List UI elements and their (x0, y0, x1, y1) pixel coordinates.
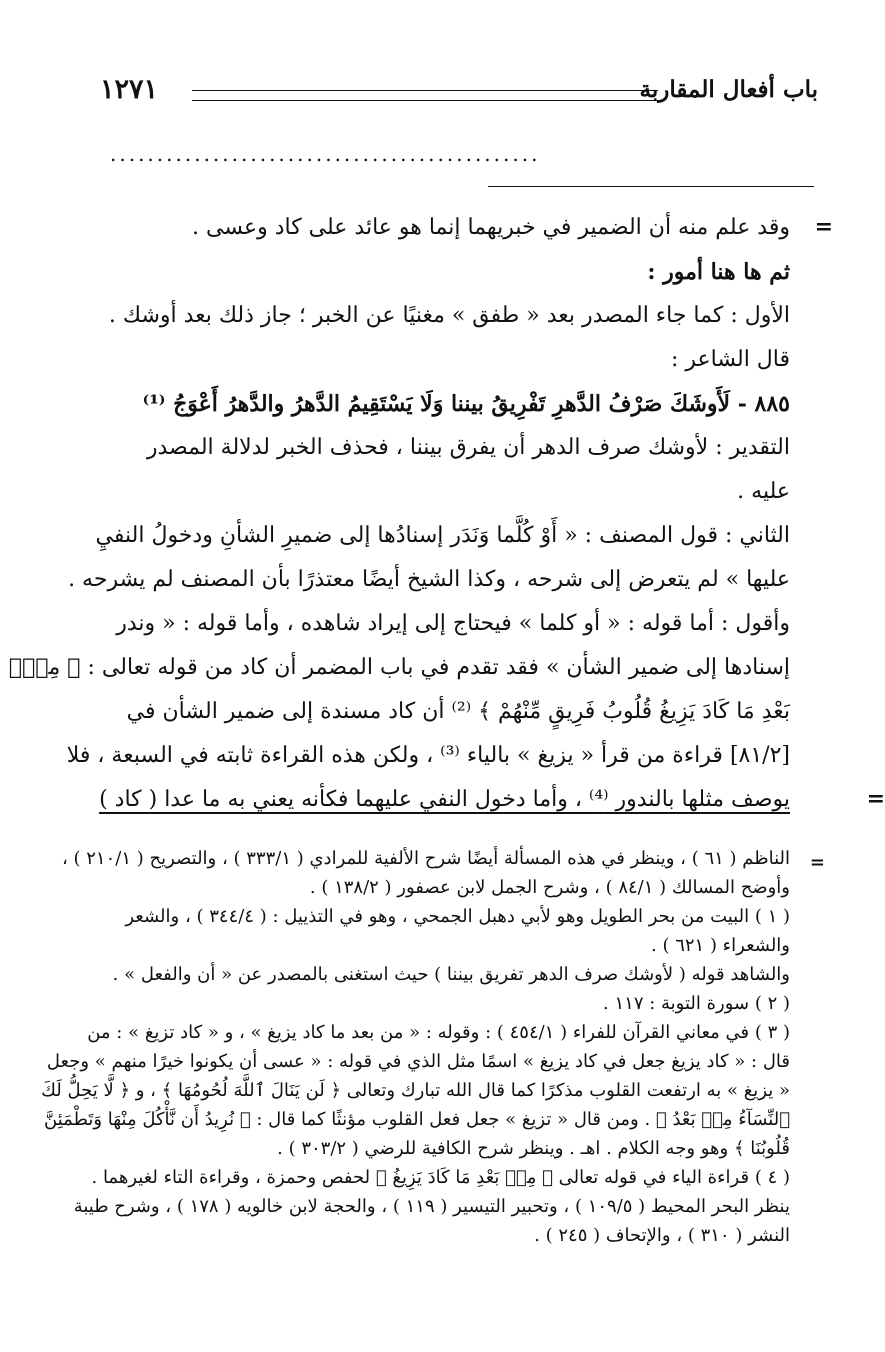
body-line: وأقول : أما قوله : « أو كلما » فيحتاج إلى إيراد شاهده ، وأما قوله : « وندر (116, 611, 790, 636)
footnote-line: النشر ( ٣١٠ ) ، والإتحاف ( ٢٤٥ ) . (534, 1225, 790, 1246)
body-line: وقد علم منه أن الضمير في خبريهما إنما هو عائد على كاد وعسى . (192, 215, 790, 240)
page-number: ١٢٧١ (100, 74, 159, 105)
separator-dots: .............................................. (110, 142, 541, 166)
body-line: ثم ها هنا أمور : (647, 259, 790, 285)
footnote-line: ٱلنِّسَآءُ مِنۢ بَعْدُ ﴾ . ومن قال « تزيغ » جعل فعل القلوب مؤنثًا كما قال : ﴿ نُرِيدُ أَن نَّأْكُلَ مِنْهَا وَتَطْمَئِنَّ (44, 1109, 790, 1130)
header-double-rule (192, 90, 658, 101)
footnote-continuation-mark: = (809, 852, 825, 873)
body-line: يوصف مثلها بالندور ⁽⁴⁾ ، وأما دخول النفي عليهما فكأنه يعني به ما عدا ( كاد ) (99, 787, 790, 812)
body-line: الثاني : قول المصنف : « أَوْ كُلَّما وَنَدَر إسنادُها إلى ضميرِ الشأنِ ودخولُ النفيِ (95, 523, 790, 548)
poem-verse: ٨٨٥ - لَأَوشَكَ صَرْفُ الدَّهرِ تَفْرِيقُ بيننا وَلَا يَسْتَقِيمُ الدَّهرُ والدَّهرُ أَعْوَجُ ⁽¹⁾ (142, 391, 790, 417)
footnote-line: ( ٤ ) قراءة الياء في قوله تعالى ﴿ مِنۢ بَعْدِ مَا كَادَ يَزِيغُ ﴾ لحفص وحمزة ، وقراءة التاء لغيرهما . (91, 1167, 790, 1188)
footnote-line: ينظر البحر المحيط ( ١٠٩/٥ ) ، وتحبير التيسير ( ١١٩ ) ، والحجة لابن خالويه ( ١٧٨ ) ، وشرح طيبة (73, 1196, 790, 1217)
footnote-line: ( ٢ ) سورة التوبة : ١١٧ . (603, 993, 790, 1014)
continuation-mark-top: = (814, 214, 833, 240)
footnote-line: قال : « كاد يزيغ جعل في كاد يزيغ » اسمًا مثل الذي في قوله : « عسى أن يكونوا خيرًا منهم » وجعل (46, 1051, 790, 1072)
chapter-title: باب أفعال المقاربة (639, 76, 818, 103)
footnote-line: والشاهد قوله ( لأوشك صرف الدهر تفريق بيننا ) حيث استغنى بالمصدر عن « أن والفعل » . (112, 964, 790, 985)
page-header (100, 72, 818, 112)
body-line: إسنادها إلى ضمير الشأن » فقد تقدم في باب المضمر أن كاد من قوله تعالى : ﴿ مِنْۢ (8, 655, 790, 680)
continuation-mark-bottom: = (866, 786, 885, 812)
footnote-line: وأوضح المسالك ( ٨٤/١ ) ، وشرح الجمل لابن عصفور ( ١٣٨/٢ ) . (309, 877, 790, 898)
footnote-line: قُلُوبُنَا ﴾ وهو وجه الكلام . اهـ . وينظر شرح الكافية للرضي ( ٣٠٣/٢ ) . (277, 1138, 790, 1159)
body-line: التقدير : لأوشك صرف الدهر أن يفرق بيننا ، فحذف الخبر لدلالة المصدر (146, 435, 790, 460)
body-line: عليها » لم يتعرض إلى شرحه ، وكذا الشيخ أيضًا معتذرًا بأن المصنف لم يشرحه . (68, 567, 790, 592)
footnote-line: « يزيغ » به ارتفعت القلوب مذكرًا كما قال الله تبارك وتعالى ﴿ لَن يَنَالَ ٱللَّهَ لُحُومُهَا ﴾ ، و ﴿ لَّا يَحِلُّ لَكَ (41, 1080, 790, 1101)
footnote-line: ( ٣ ) في معاني القرآن للفراء ( ٤٥٤/١ ) : وقوله : « من بعد ما كاد يزيغ » ، و « كاد تزيغ » : من (87, 1022, 790, 1043)
body-line: الأول : كما جاء المصدر بعد « طفق » مغنيًا عن الخبر ؛ جاز ذلك بعد أوشك . (108, 303, 790, 328)
body-line: [٨١/٢] قراءة من قرأ « يزيغ » بالياء ⁽³⁾ ، ولكن هذه القراءة ثابته في السبعة ، فلا (66, 743, 790, 768)
footnotes (41, 844, 790, 1250)
footnote-line: والشعراء ( ٦٢١ ) . (651, 935, 790, 956)
short-rule (488, 186, 814, 187)
footnote-line: الناظم ( ٦١ ) ، وينظر في هذه المسألة أيضًا شرح الألفية للمرادي ( ٣٣٣/١ ) ، والتصريح ( ٢١٠/١ ) ، (61, 848, 790, 869)
footnote-line: ( ١ ) البيت من بحر الطويل وهو لأبي دهبل الجمحي ، وهو في التذييل : ( ٣٤٤/٤ ) ، والشعر (125, 906, 790, 927)
body-line: عليه . (737, 479, 790, 504)
main-text (8, 206, 790, 822)
body-line: بَعْدِ مَا كَادَ يَزِيغُ قُلُوبُ فَرِيقٍ مِّنْهُمْ ﴾ ⁽²⁾ أن كاد مسندة إلى ضمير الشأن في (126, 699, 790, 724)
body-line: قال الشاعر : (670, 347, 790, 372)
